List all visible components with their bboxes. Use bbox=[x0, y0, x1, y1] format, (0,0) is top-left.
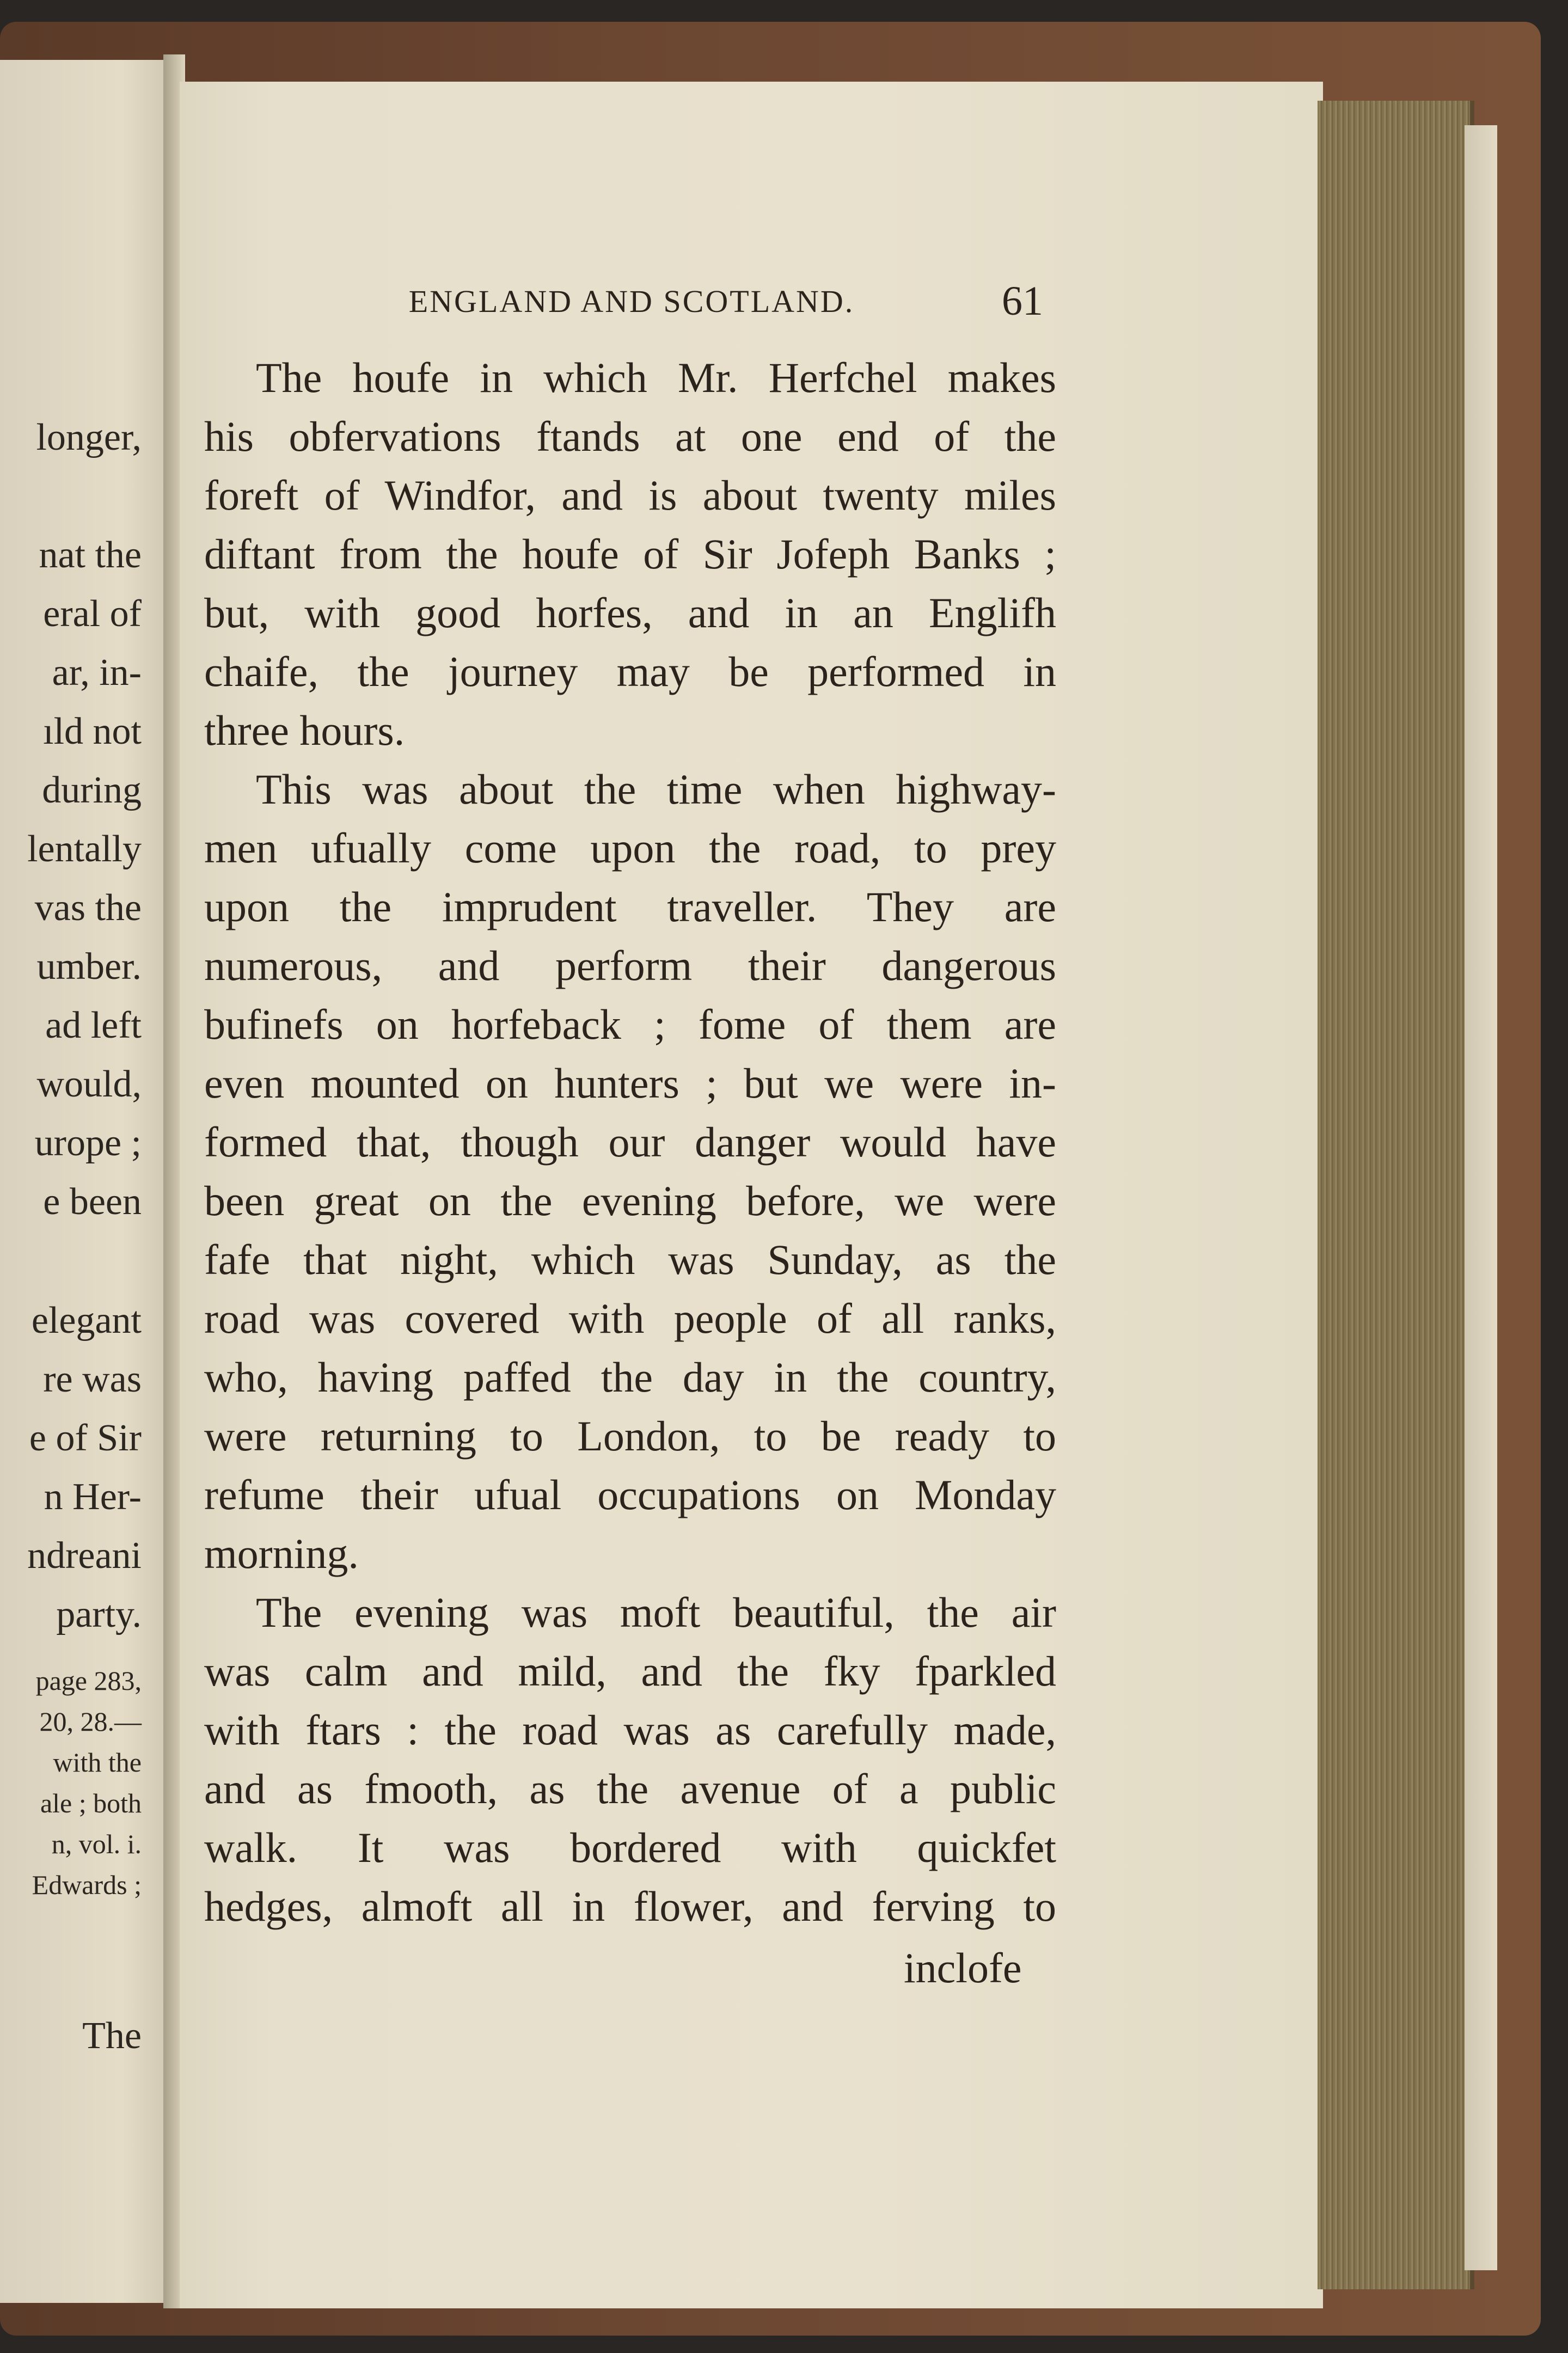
left-footnote-line: with the bbox=[53, 1747, 142, 1778]
text-line: who, having paffed the day in the country, bbox=[204, 1353, 1056, 1401]
text-line: been great on the evening before, we were bbox=[204, 1177, 1056, 1224]
left-line: ıld not bbox=[43, 710, 142, 752]
text-line: upon the imprudent traveller. They are bbox=[204, 883, 1056, 930]
left-catchword: The bbox=[82, 2015, 142, 2057]
left-line: ad left bbox=[45, 1004, 142, 1046]
text-line: formed that, though our danger would have bbox=[204, 1118, 1056, 1166]
left-footnote-line: ale ; both bbox=[40, 1788, 142, 1818]
text-line: even mounted on hunters ; but we were in- bbox=[204, 1059, 1056, 1107]
catchword: inclofe bbox=[904, 1944, 1022, 1992]
page-number: 61 bbox=[1002, 278, 1043, 324]
text-line: road was covered with people of all ranks, bbox=[204, 1295, 1056, 1342]
text-line: fafe that night, which was Sunday, as the bbox=[204, 1236, 1056, 1283]
endpaper-edge bbox=[1465, 125, 1497, 2270]
left-line: urope ; bbox=[34, 1122, 142, 1164]
left-line: vas the bbox=[34, 887, 142, 929]
left-line: lentally bbox=[27, 828, 142, 870]
left-line: e of Sir bbox=[29, 1417, 142, 1459]
left-footnote-line: n, vol. i. bbox=[51, 1829, 142, 1859]
left-footnote-line: Edwards ; bbox=[32, 1870, 142, 1900]
text-line: bufinefs on horfeback ; fome of them are bbox=[204, 1001, 1056, 1048]
text-line: his obfervations ftands at one end of the bbox=[204, 413, 1056, 460]
left-line: n Her- bbox=[44, 1476, 142, 1518]
text-line: numerous, and perform their dangerous bbox=[204, 942, 1056, 989]
text-line: foreft of Windfor, and is about twenty miles bbox=[204, 471, 1056, 519]
text-line: was calm and mild, and the fky fparkled bbox=[204, 1647, 1056, 1695]
left-line: ndreani bbox=[27, 1535, 142, 1577]
text-line: walk. It was bordered with quickfet bbox=[204, 1824, 1056, 1871]
left-footnote-line: page 283, bbox=[35, 1665, 142, 1696]
text-line: were returning to London, to be ready to bbox=[204, 1412, 1056, 1460]
text-line: The houfe in which Mr. Herfchel makes bbox=[256, 354, 1056, 401]
text-line: morning. bbox=[204, 1530, 359, 1577]
text-line: hedges, almoft all in flower, and ferving to bbox=[204, 1883, 1056, 1930]
left-line: e been bbox=[43, 1181, 142, 1223]
text-line: chaife, the journey may be performed in bbox=[204, 648, 1056, 695]
text-line: This was about the time when highway- bbox=[256, 765, 1056, 813]
text-line: men ufually come upon the road, to prey bbox=[204, 824, 1056, 872]
running-head: ENGLAND AND SCOTLAND. bbox=[408, 284, 855, 319]
page-block-edge bbox=[1318, 101, 1474, 2289]
left-line: nat the bbox=[39, 534, 142, 576]
left-line: ar, in- bbox=[52, 652, 142, 694]
left-line bbox=[27, 467, 142, 526]
left-line: umber. bbox=[36, 946, 142, 988]
body-text bbox=[204, 348, 1056, 1936]
left-facing-page bbox=[0, 60, 174, 2303]
text-line: but, with good horfes, and in an Englifh bbox=[204, 589, 1056, 636]
left-line: elegant bbox=[31, 1300, 142, 1341]
left-line: party. bbox=[56, 1594, 142, 1635]
text-line: The evening was moft beautiful, the air bbox=[256, 1589, 1056, 1636]
left-line: re was bbox=[43, 1358, 142, 1400]
left-footnote-line: 20, 28.— bbox=[39, 1706, 142, 1737]
left-line: eral of bbox=[43, 593, 142, 635]
left-page-text bbox=[27, 408, 142, 1905]
left-line: during bbox=[42, 769, 142, 811]
left-line: would, bbox=[36, 1063, 142, 1105]
text-line: refume their ufual occupations on Monday bbox=[204, 1471, 1056, 1518]
text-line: with ftars : the road was as carefully made, bbox=[204, 1706, 1056, 1754]
text-line: three hours. bbox=[204, 707, 405, 754]
text-line: and as fmooth, as the avenue of a public bbox=[204, 1765, 1056, 1812]
left-line: longer, bbox=[36, 416, 142, 458]
text-line: diftant from the houfe of Sir Jofeph Banks ; bbox=[204, 530, 1056, 578]
